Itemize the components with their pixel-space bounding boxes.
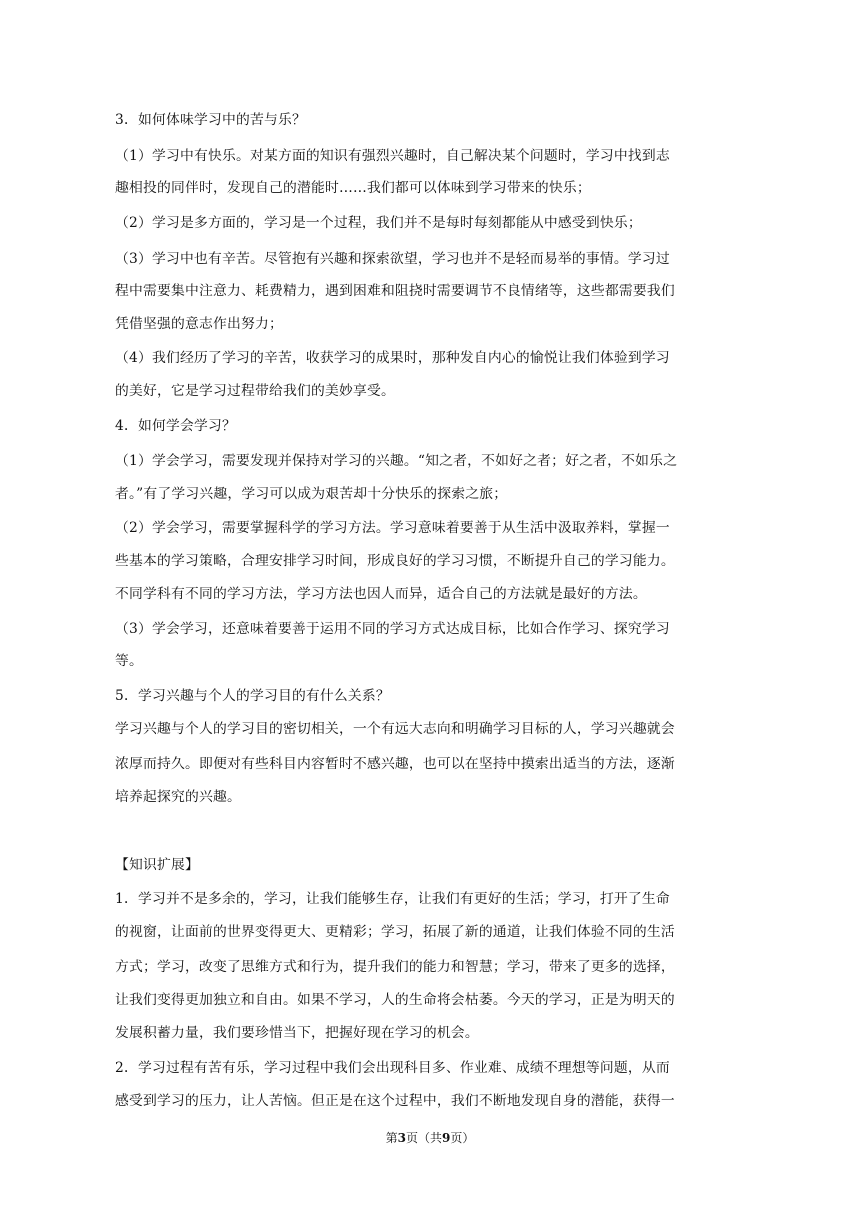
paragraph-line: 感受到学习的压力，让人苦恼。但正是在这个过程中，我们不断地发现自身的潜能，获得一	[115, 1093, 675, 1109]
paragraph-line: （4）我们经历了学习的辛苦，收获学习的成果时，那种发自内心的愉悦让我们体验到学习	[115, 350, 670, 366]
paragraph-line: 的视窗，让面前的世界变得更大、更精彩；学习，拓展了新的通道，让我们体验不同的生活	[115, 924, 675, 940]
paragraph-line: （1）学习中有快乐。对某方面的知识有强烈兴趣时，自己解决某个问题时，学习中找到志	[115, 148, 670, 164]
paragraph-line: 凭借坚强的意志作出努力；	[115, 316, 283, 332]
paragraph-line: 让我们变得更加独立和自由。如果不学习，人的生命将会枯萎。今天的学习，正是为明天的	[115, 992, 675, 1008]
paragraph-line: 等。	[115, 653, 143, 669]
paragraph-line: 1．学习并不是多余的，学习，让我们能够生存，让我们有更好的生活；学习，打开了生命	[115, 891, 670, 907]
paragraph-line: 的美好，它是学习过程带给我们的美妙享受。	[115, 383, 395, 399]
footer-suffix: 页）	[450, 1131, 475, 1145]
footer-prefix: 第	[385, 1131, 398, 1145]
section-heading-knowledge-extension: 【知识扩展】	[115, 857, 199, 873]
paragraph-line: 学习兴趣与个人的学习目的密切相关，一个有远大志向和明确学习目标的人，学习兴趣就会	[115, 721, 675, 737]
paragraph-line: 者。”有了学习兴趣，学习可以成为艰苦却十分快乐的探索之旅；	[115, 486, 508, 502]
paragraph-line: 发展积蓄力量，我们要珍惜当下，把握好现在学习的机会。	[115, 1025, 479, 1041]
heading-question-5: 5．学习兴趣与个人的学习目的有什么关系？	[115, 688, 390, 704]
footer-current-page: 3	[397, 1131, 406, 1145]
footer-total-pages: 9	[442, 1131, 451, 1145]
paragraph-line: （1）学会学习，需要发现并保持对学习的兴趣。“知之者，不如好之者；好之者，不如乐之	[115, 453, 678, 469]
paragraph-line: （2）学会学习，需要掌握科学的学习方法。学习意味着要善于从生活中汲取养料，掌握一	[115, 520, 670, 536]
paragraph-line: 2．学习过程有苦有乐，学习过程中我们会出现科目多、作业难、成绩不理想等问题，从而	[115, 1060, 670, 1076]
paragraph-line: 浓厚而持久。即便对有些科目内容暂时不感兴趣，也可以在坚持中摸索出适当的方法，逐渐	[115, 756, 675, 772]
paragraph-line: 趣相投的同伴时，发现自己的潜能时……我们都可以体味到学习带来的快乐；	[115, 180, 591, 196]
paragraph-line: 不同学科有不同的学习方法，学习方法也因人而异，适合自己的方法就是最好的方法。	[115, 586, 647, 602]
footer-middle: 页（共	[405, 1131, 442, 1145]
paragraph-line: 培养起探究的兴趣。	[115, 789, 241, 805]
page-footer	[0, 1130, 860, 1146]
paragraph-line: （2）学习是多方面的，学习是一个过程，我们并不是每时每刻都能从中感受到快乐；	[115, 215, 642, 231]
paragraph-line: 方式；学习，改变了思维方式和行为，提升我们的能力和智慧；学习，带来了更多的选择，	[115, 959, 675, 975]
paragraph-line: （3）学会学习，还意味着要善于运用不同的学习方式达成目标，比如合作学习、探究学习	[115, 621, 670, 637]
paragraph-line: 些基本的学习策略，合理安排学习时间，形成良好的学习习惯，不断提升自己的学习能力。	[115, 553, 675, 569]
heading-question-3: 3．如何体味学习中的苦与乐？	[115, 112, 306, 128]
heading-question-4: 4．如何学会学习？	[115, 418, 236, 434]
paragraph-line: （3）学习中也有辛苦。尽管抱有兴趣和探索欲望，学习也并不是轻而易举的事情。学习过	[115, 251, 670, 267]
paragraph-line: 程中需要集中注意力、耗费精力，遇到困难和阻挠时需要调节不良情绪等，这些都需要我们	[115, 283, 675, 299]
